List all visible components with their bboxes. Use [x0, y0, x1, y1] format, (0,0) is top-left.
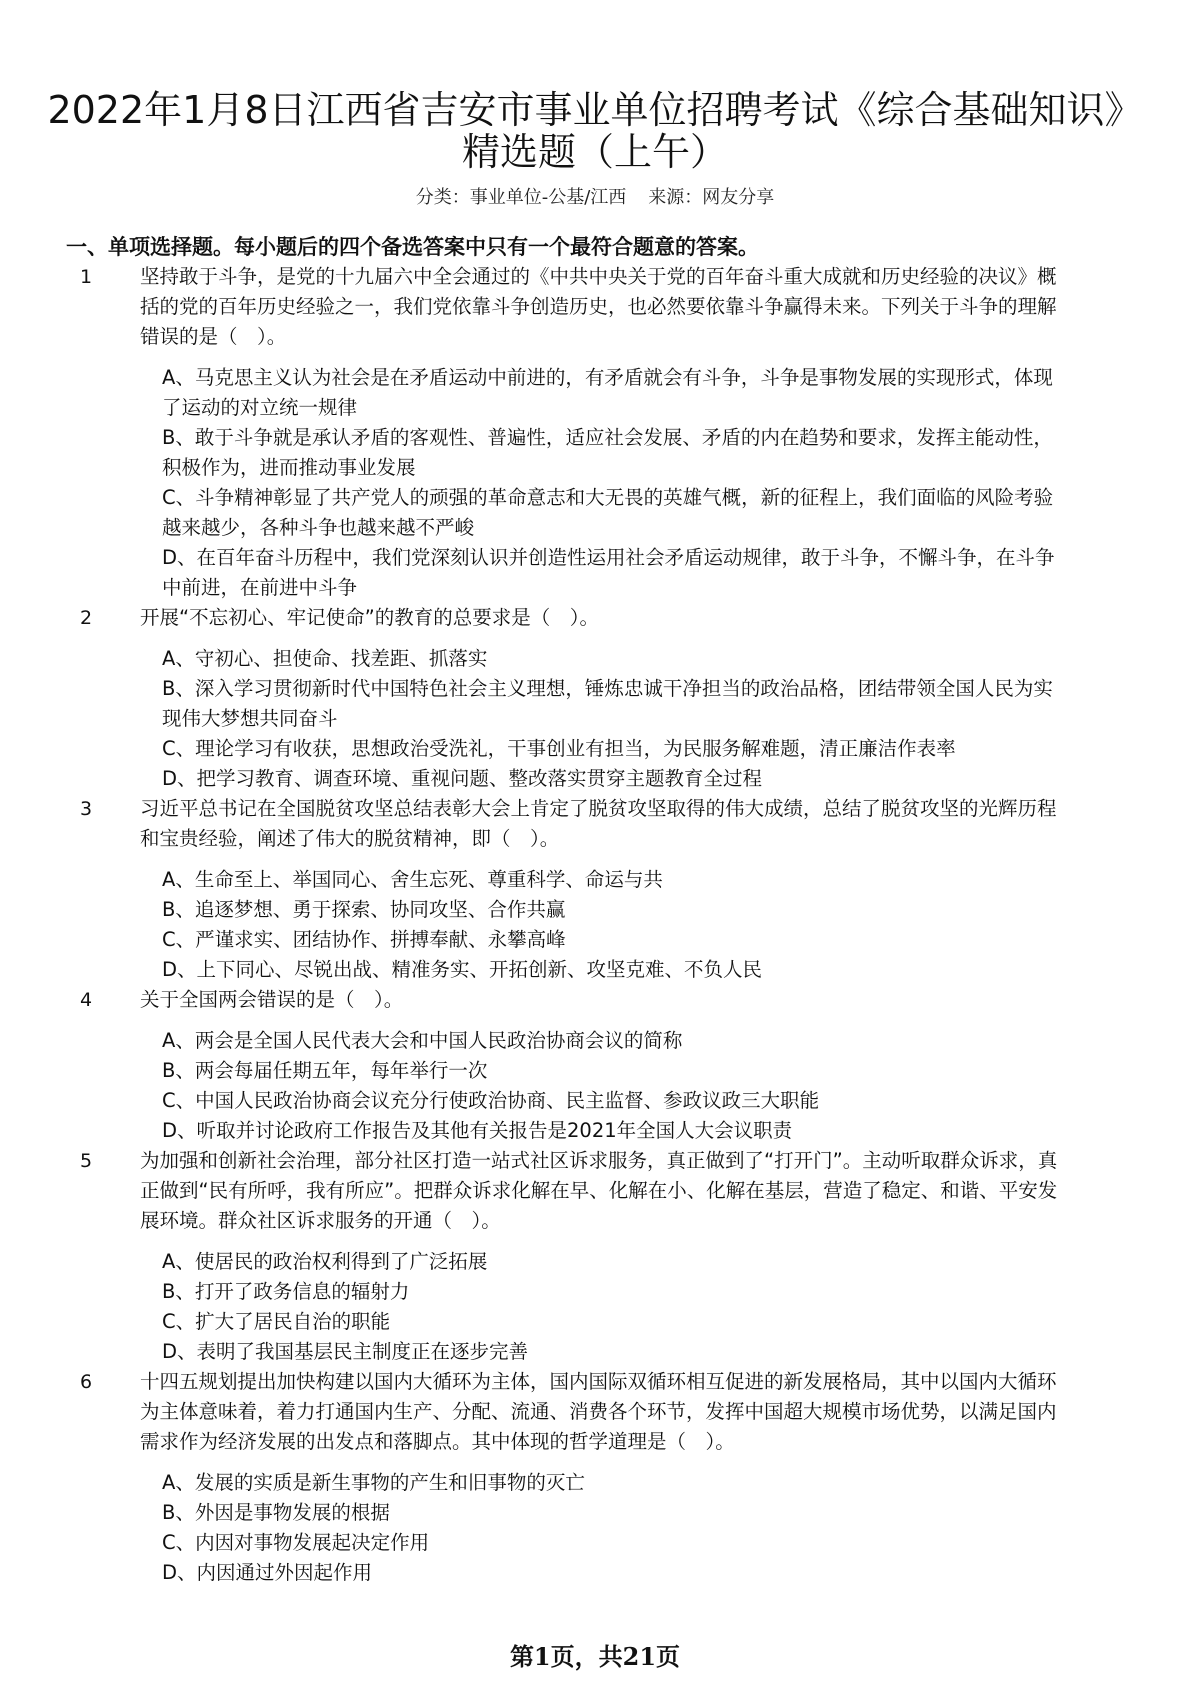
- question-number: 6: [80, 1371, 93, 1393]
- option-list: [162, 865, 1067, 985]
- question-stem: 习近平总书记在全国脱贫攻坚总结表彰大会上肯定了脱贫攻坚取得的伟大成绩，总结了脱贫攻坚的光辉历程和宝贵经验，阐述了伟大的脱贫精神，即（ ）。: [140, 797, 1057, 850]
- option-a: A、生命至上、举国同心、舍生忘死、尊重科学、命运与共: [162, 868, 663, 891]
- question-stem: 为加强和创新社会治理，部分社区打造一站式社区诉求服务，真正做到了“打开门”。主动听取群众诉求，真正做到“民有所呼，我有所应”。把群众诉求化解在早、化解在小、化解在基层，营造了稳定、和谐、平安发展环境。群众社区诉求服务的开通（ ）。: [140, 1149, 1058, 1232]
- question-stem: 坚持敢于斗争，是党的十九届六中全会通过的《中共中央关于党的百年奋斗重大成就和历史经验的决议》概括的党的百年历史经验之一，我们党依靠斗争创造历史，也必然要依靠斗争赢得未来。下列关于斗争的理解错误的是（ ）。: [140, 265, 1057, 348]
- question-3: [0, 794, 1190, 985]
- question-5: [0, 1146, 1190, 1367]
- page-title-line-1: 2022年1月8日江西省吉安市事业单位招聘考试《综合基础知识》: [47, 88, 1143, 132]
- option-list: [162, 1247, 1067, 1367]
- option-c: C、扩大了居民自治的职能: [162, 1310, 391, 1333]
- document-meta: [0, 186, 1190, 210]
- option-c: C、中国人民政治协商会议充分行使政治协商、民主监督、参政议政三大职能: [162, 1089, 820, 1112]
- question-stem: 关于全国两会错误的是（ ）。: [140, 988, 404, 1011]
- question-6: [0, 1367, 1190, 1588]
- option-a: A、守初心、担使命、找差距、抓落实: [162, 647, 488, 670]
- question-list: [0, 262, 1190, 1588]
- question-4: [0, 985, 1190, 1146]
- option-a: A、两会是全国人民代表大会和中国人民政治协商会议的简称: [162, 1029, 683, 1052]
- page-footer: 第1页，共21页: [509, 1642, 681, 1671]
- option-list: [162, 1026, 1067, 1146]
- question-number: 2: [80, 607, 93, 629]
- question-number: 1: [80, 266, 93, 288]
- option-d: D、表明了我国基层民主制度正在逐步完善: [162, 1340, 529, 1363]
- page-title-line-2: 精选题（上午）: [461, 130, 728, 174]
- option-b: B、两会每届任期五年，每年举行一次: [162, 1059, 488, 1082]
- option-d: D、把学习教育、调查环境、重视问题、整改落实贯穿主题教育全过程: [162, 767, 763, 790]
- question-stem: 开展“不忘初心、牢记使命”的教育的总要求是（ ）。: [140, 606, 599, 629]
- option-a: A、使居民的政治权利得到了广泛拓展: [162, 1250, 488, 1273]
- option-b: B、打开了政务信息的辐射力: [162, 1280, 410, 1303]
- option-c: C、斗争精神彰显了共产党人的顽强的革命意志和大无畏的英雄气概，新的征程上，我们面临的风险考验越来越少，各种斗争也越来越不严峻: [162, 486, 1054, 539]
- option-c: C、内因对事物发展起决定作用: [162, 1531, 430, 1554]
- question-number: 5: [80, 1150, 93, 1172]
- option-d: D、听取并讨论政府工作报告及其他有关报告是2021年全国人大会议职责: [162, 1119, 793, 1142]
- option-c: C、理论学习有收获，思想政治受洗礼，干事创业有担当，为民服务解难题，清正廉洁作表率: [162, 737, 956, 760]
- option-b: B、深入学习贯彻新时代中国特色社会主义理想，锤炼忠诚干净担当的政治品格，团结带领全国人民为实现伟大梦想共同奋斗: [162, 677, 1053, 730]
- source-label: 来源：网友分享: [648, 187, 775, 208]
- option-d: D、在百年奋斗历程中，我们党深刻认识并创造性运用社会矛盾运动规律，敢于斗争，不懈斗争，在斗争中前进，在前进中斗争: [162, 546, 1055, 599]
- question-stem: 十四五规划提出加快构建以国内大循环为主体，国内国际双循环相互促进的新发展格局，其中以国内大循环为主体意味着，着力打通国内生产、分配、流通、消费各个环节，发挥中国超大规模市场优势，以满足国内需求作为经济发展的出发点和落脚点。其中体现的哲学道理是（ ）。: [140, 1370, 1057, 1453]
- category-label: 分类：事业单位-公基/江西: [415, 187, 627, 208]
- option-d: D、上下同心、尽锐出战、精准务实、开拓创新、攻坚克难、不负人民: [162, 958, 763, 981]
- option-list: [162, 1468, 1067, 1588]
- option-c: C、严谨求实、团结协作、拼搏奉献、永攀高峰: [162, 928, 566, 951]
- option-list: [162, 363, 1067, 603]
- section-heading: 一、单项选择题。每小题后的四个备选答案中只有一个最符合题意的答案。: [66, 235, 759, 259]
- option-a: A、马克思主义认为社会是在矛盾运动中前进的，有矛盾就会有斗争，斗争是事物发展的实现形式，体现了运动的对立统一规律: [162, 366, 1053, 419]
- option-b: B、追逐梦想、勇于探索、协同攻坚、合作共赢: [162, 898, 566, 921]
- question-1: [0, 262, 1190, 603]
- question-number: 3: [80, 798, 93, 820]
- question-number: 4: [80, 989, 93, 1011]
- option-b: B、外因是事物发展的根据: [162, 1501, 390, 1524]
- question-2: [0, 603, 1190, 794]
- option-a: A、发展的实质是新生事物的产生和旧事物的灭亡: [162, 1471, 585, 1494]
- option-d: D、内因通过外因起作用: [162, 1561, 373, 1584]
- option-b: B、敢于斗争就是承认矛盾的客观性、普遍性，适应社会发展、矛盾的内在趋势和要求，发挥主能动性，积极作为，进而推动事业发展: [162, 426, 1053, 479]
- option-list: [162, 644, 1067, 794]
